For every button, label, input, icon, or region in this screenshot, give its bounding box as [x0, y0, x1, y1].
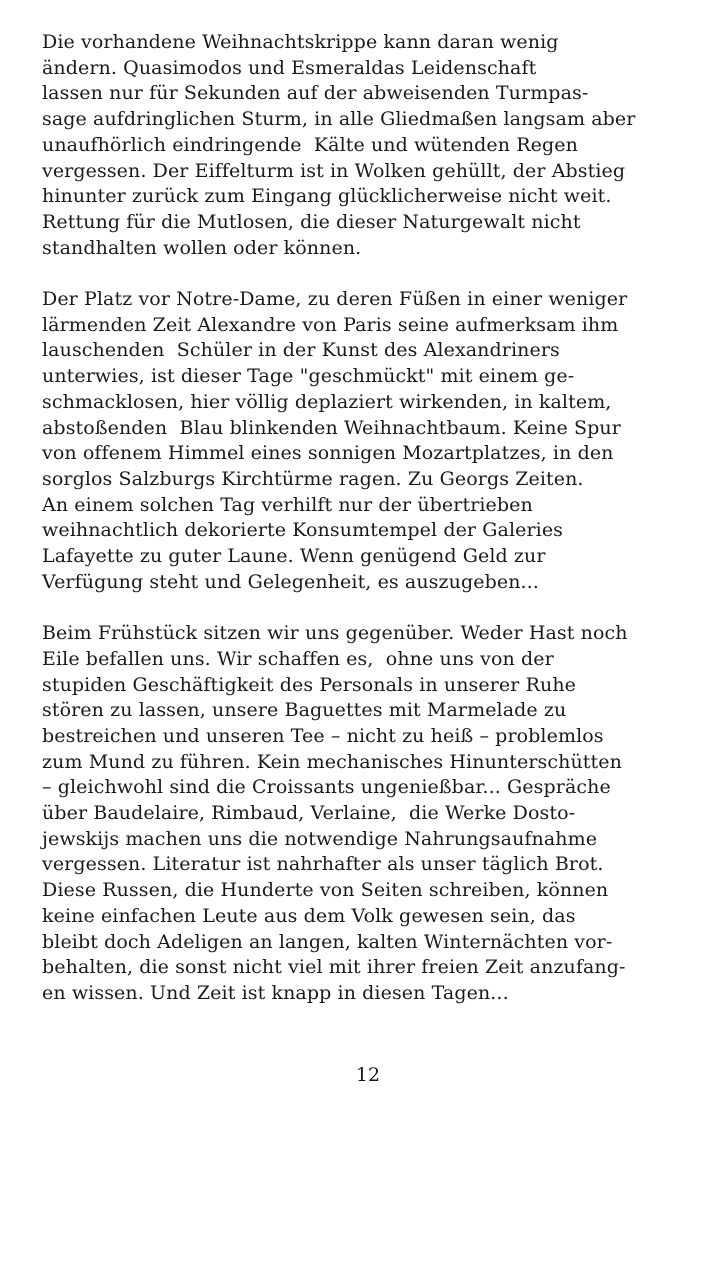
text-line: ändern. Quasimodos und Esmeraldas Leidenschaft [42, 56, 537, 79]
text-line: standhalten wollen oder können. [42, 236, 362, 259]
text-line: jewskijs machen uns die notwendige Nahrungsaufnahme [42, 827, 598, 850]
text-line: Der Platz vor Notre-Dame, zu deren Füßen in einer weniger [42, 288, 628, 311]
text-line: Diese Russen, die Hunderte von Seiten schreiben, können [42, 879, 609, 902]
text-line: Eile befallen uns. Wir schaffen es, ohne uns von der [42, 647, 554, 670]
text-line: vergessen. Literatur ist nahrhafter als unser täglich Brot. [42, 853, 604, 876]
text-line: behalten, die sonst nicht viel mit ihrer freien Zeit anzufang- [42, 956, 626, 979]
text-line: en wissen. Und Zeit ist knapp in diesen Tagen... [42, 981, 509, 1004]
text-line: bleibt doch Adeligen an langen, kalten Winternächten vor- [42, 930, 613, 953]
text-line: von offenem Himmel eines sonnigen Mozartplatzes, in den [42, 442, 614, 465]
text-line: – gleichwohl sind die Croissants ungenießbar... Gespräche [42, 776, 611, 799]
text-line: keine einfachen Leute aus dem Volk gewesen sein, das [42, 904, 576, 927]
text-line: zum Mund zu führen. Kein mechanisches Hinunterschütten [42, 750, 622, 773]
text-line: unaufhörlich eindringende Kälte und wütenden Regen [42, 133, 578, 156]
text-line: schmacklosen, hier völlig deplaziert wirkenden, in kaltem, [42, 390, 612, 413]
text-line: An einem solchen Tag verhilft nur der übertrieben [42, 493, 533, 516]
text-line: stupiden Geschäftigkeit des Personals in unserer Ruhe [42, 673, 577, 696]
text-line: lassen nur für Sekunden auf der abweisenden Turmpas- [42, 82, 589, 105]
text-line: Lafayette zu guter Laune. Wenn genügend Geld zur [42, 545, 546, 568]
text-line: bestreichen und unseren Tee – nicht zu heiß – problemlos [42, 724, 604, 747]
page-number: 12 [355, 1064, 381, 1086]
text-line: abstoßenden Blau blinkenden Weihnachtbaum. Keine Spur [42, 416, 621, 439]
page-body [42, 30, 712, 1032]
text-line: lärmenden Zeit Alexandre von Paris seine aufmerksam ihm [42, 313, 619, 336]
text-line: Verfügung steht und Gelegenheit, es auszugeben... [42, 570, 539, 593]
text-line: lauschenden Schüler in der Kunst des Alexandriners [42, 339, 560, 362]
text-line: weihnachtlich dekorierte Konsumtempel der Galeries [42, 519, 564, 542]
text-line: Beim Frühstück sitzen wir uns gegenüber. Weder Hast noch [42, 622, 628, 645]
paragraph [42, 287, 712, 595]
text-line: sorglos Salzburgs Kirchtürme ragen. Zu Georgs Zeiten. [42, 467, 584, 490]
text-line: Die vorhandene Weihnachtskrippe kann daran wenig [42, 31, 559, 53]
paragraph [42, 621, 712, 1007]
text-line: über Baudelaire, Rimbaud, Verlaine, die Werke Dosto- [42, 802, 576, 825]
text-line: stören zu lassen, unsere Baguettes mit Marmelade zu [42, 699, 567, 722]
paragraph [42, 30, 712, 261]
text-line: Rettung für die Mutlosen, die dieser Naturgewalt nicht [42, 210, 581, 233]
text-line: unterwies, ist dieser Tage "geschmückt" mit einem ge- [42, 365, 575, 388]
text-line: vergessen. Der Eiffelturm ist in Wolken gehüllt, der Abstieg [42, 159, 626, 182]
text-line: sage aufdringlichen Sturm, in alle Gliedmaßen langsam aber [42, 108, 636, 131]
text-line: hinunter zurück zum Eingang glücklicherweise nicht weit. [42, 185, 612, 208]
